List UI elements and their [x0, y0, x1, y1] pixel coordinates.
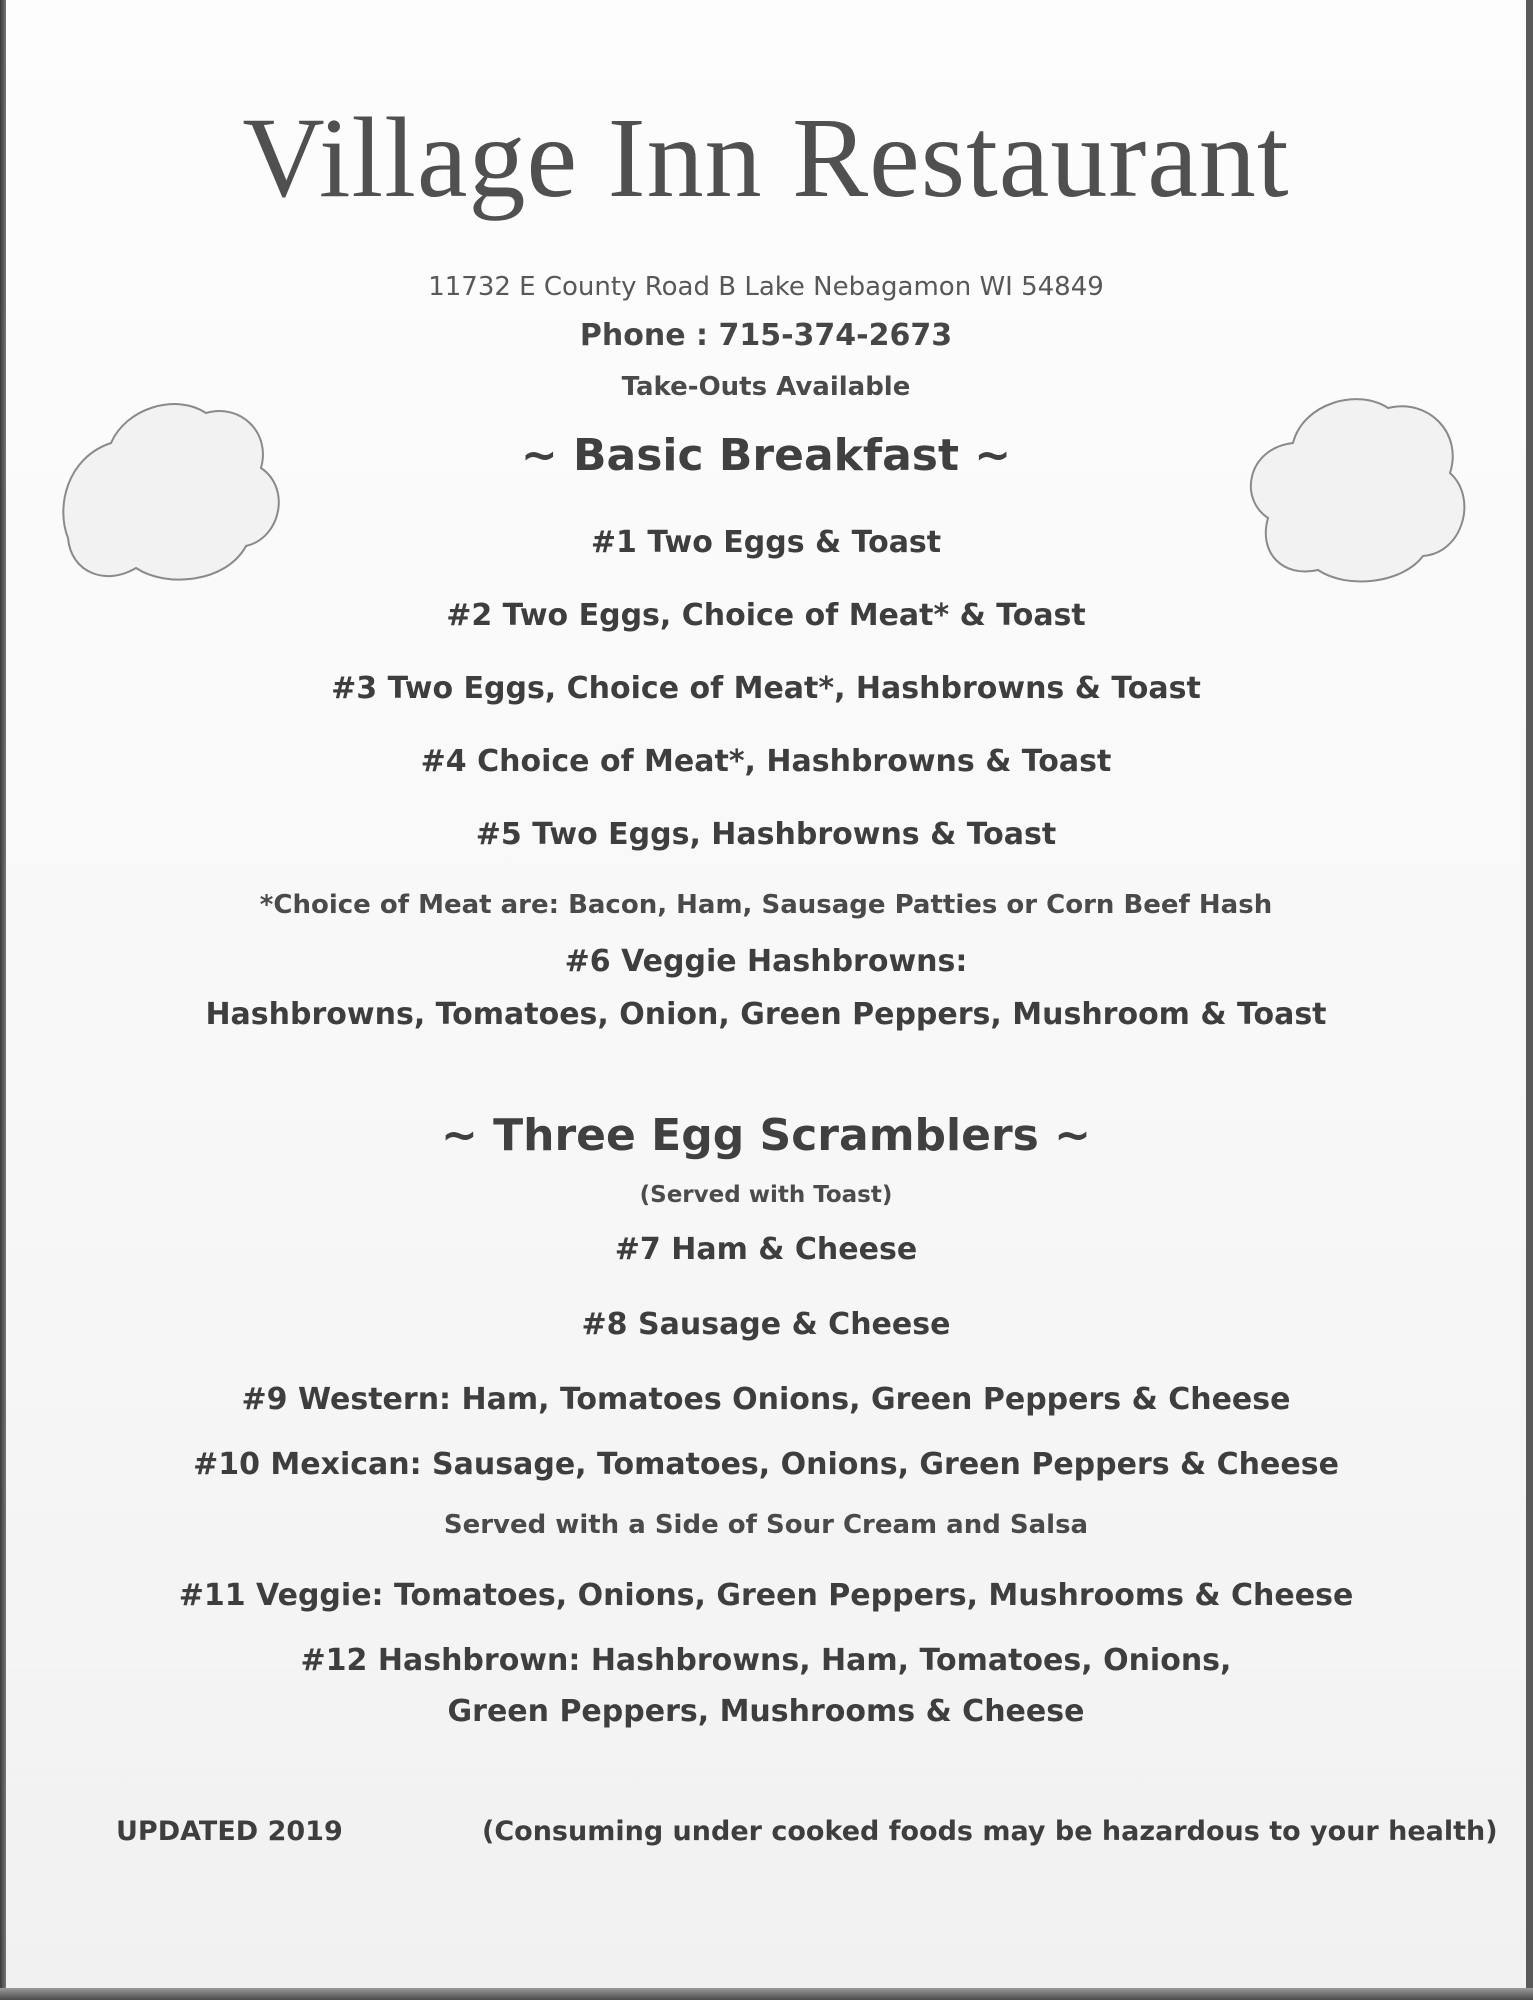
takeout-note: Take-Outs Available — [621, 372, 911, 402]
menu-item: #1 Two Eggs & Toast — [590, 525, 942, 560]
menu-item: #2 Two Eggs, Choice of Meat* & Toast — [446, 598, 1086, 633]
menu-item: #9 Western: Ham, Tomatoes Onions, Green Peppers & Cheese — [241, 1382, 1291, 1417]
paper-bottom-edge — [0, 1988, 1533, 2000]
menu-item: #3 Two Eggs, Choice of Meat*, Hashbrowns & Toast — [331, 671, 1201, 706]
served-with-note: (Served with Toast) — [639, 1182, 893, 1208]
menu-item: #5 Two Eggs, Hashbrowns & Toast — [475, 817, 1057, 852]
health-warning: (Consuming under cooked foods may be hazardous to your health) — [482, 1816, 1498, 1847]
menu-item-description: Green Peppers, Mushrooms & Cheese — [447, 1694, 1085, 1729]
menu-item: #8 Sausage & Cheese — [581, 1307, 951, 1342]
menu-item: #4 Choice of Meat*, Hashbrowns & Toast — [420, 744, 1112, 779]
mexican-side-note: Served with a Side of Sour Cream and Salsa — [443, 1510, 1089, 1540]
meat-choice-note: *Choice of Meat are: Bacon, Ham, Sausage Patties or Corn Beef Hash — [259, 890, 1273, 920]
menu-item: #10 Mexican: Sausage, Tomatoes, Onions, Green Peppers & Cheese — [193, 1447, 1339, 1482]
cloud-icon — [56, 388, 286, 598]
menu-item: #11 Veggie: Tomatoes, Onions, Green Peppers, Mushrooms & Cheese — [178, 1578, 1354, 1613]
restaurant-title: Village Inn Restaurant — [242, 94, 1290, 221]
phone-number: Phone : 715-374-2673 — [579, 318, 953, 353]
menu-item: #12 Hashbrown: Hashbrowns, Ham, Tomatoes, Onions, — [300, 1643, 1232, 1678]
address: 11732 E County Road B Lake Nebagamon WI 54849 — [428, 272, 1104, 302]
updated-note: UPDATED 2019 — [116, 1816, 343, 1847]
menu-item: #7 Ham & Cheese — [614, 1232, 918, 1267]
cloud-icon — [1238, 378, 1478, 598]
menu-item-description: Hashbrowns, Tomatoes, Onion, Green Peppers, Mushroom & Toast — [205, 997, 1327, 1032]
menu-sheet — [6, 0, 1526, 1988]
menu-item: #6 Veggie Hashbrowns: — [564, 944, 968, 979]
scramblers-heading: ~ Three Egg Scramblers ~ — [440, 1110, 1092, 1161]
basic-breakfast-heading: ~ Basic Breakfast ~ — [520, 430, 1012, 481]
